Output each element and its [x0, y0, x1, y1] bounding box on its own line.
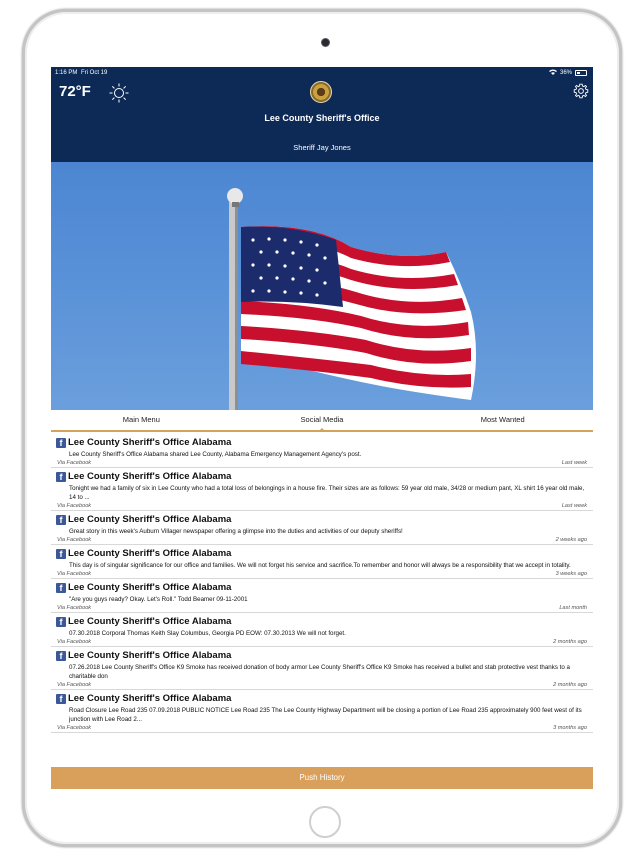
post-title: Lee County Sheriff's Office Alabama: [68, 471, 232, 482]
facebook-icon: f: [56, 438, 66, 448]
post-body: Great story in this week's Auburn Villager newspaper offering a glimpse into the duties and activities of our deputy sheriffs!: [69, 528, 403, 535]
tab-bar: [51, 410, 593, 432]
app-header: [51, 67, 593, 162]
post-source: Via Facebook: [57, 571, 92, 577]
post-time: 2 weeks ago: [555, 537, 587, 543]
american-flag-icon: [51, 162, 593, 410]
status-indicators: [549, 69, 587, 77]
list-item[interactable]: [51, 647, 593, 690]
app-screen: [51, 67, 593, 789]
wifi-icon: [549, 69, 557, 77]
status-bar: [51, 67, 593, 81]
post-source: Via Facebook: [57, 460, 92, 466]
push-history-button[interactable]: Push History: [51, 767, 593, 789]
list-item[interactable]: [51, 468, 593, 511]
home-button[interactable]: [309, 806, 341, 838]
post-time: 3 weeks ago: [555, 571, 587, 577]
post-time: Last month: [559, 605, 587, 611]
tab-social-media[interactable]: Social Media: [232, 410, 413, 430]
list-item[interactable]: [51, 690, 593, 733]
post-title: Lee County Sheriff's Office Alabama: [68, 582, 232, 593]
post-time: Last week: [561, 503, 587, 509]
post-title: Lee County Sheriff's Office Alabama: [68, 514, 232, 525]
list-item[interactable]: [51, 545, 593, 579]
social-feed[interactable]: [51, 434, 593, 767]
post-title: Lee County Sheriff's Office Alabama: [68, 693, 232, 704]
list-item[interactable]: [51, 579, 593, 613]
post-source: Via Facebook: [57, 682, 92, 688]
gear-icon[interactable]: [573, 83, 589, 99]
post-body: This day is of singular significance for our office and families. We will not forget his service and sacrifice.To remember and honor will always be a responsibility that we accept in totality.: [69, 562, 571, 569]
facebook-icon: f: [56, 549, 66, 559]
post-body: "Are you guys ready? Okay. Let's Roll." Todd Beamer 09-11-2001: [69, 596, 248, 603]
facebook-icon: f: [56, 694, 66, 704]
front-camera: [321, 38, 330, 47]
post-time: Last week: [561, 460, 587, 466]
battery-icon: [575, 70, 587, 76]
post-time: 3 months ago: [553, 725, 587, 731]
sun-icon: [109, 83, 129, 103]
post-source: Via Facebook: [57, 605, 92, 611]
list-item[interactable]: [51, 511, 593, 545]
facebook-icon: f: [56, 472, 66, 482]
post-title: Lee County Sheriff's Office Alabama: [68, 616, 232, 627]
hero-flag-image: [51, 162, 593, 410]
post-source: Via Facebook: [57, 725, 92, 731]
post-time: 2 months ago: [553, 682, 587, 688]
post-body: 07.30.2018 Corporal Thomas Keith Slay Columbus, Georgia PD EOW: 07.30.2013 We will not forget.: [69, 630, 346, 637]
post-body: Lee County Sheriff's Office Alabama shared Lee County, Alabama Emergency Management Agency's post.: [69, 451, 362, 458]
post-body: Tonight we had a family of six in Lee County who had a total loss of belongings in a house fire. Their sizes are as follows: 59 year old male, 34/28 or medium pant, XL shirt 16 year old male, 14 to ...: [69, 485, 585, 501]
sheriff-badge-logo: [310, 81, 332, 103]
post-source: Via Facebook: [57, 503, 92, 509]
tab-most-wanted[interactable]: Most Wanted: [480, 415, 525, 424]
post-source: Via Facebook: [57, 639, 92, 645]
post-title: Lee County Sheriff's Office Alabama: [68, 548, 232, 559]
post-time: 2 months ago: [553, 639, 587, 645]
facebook-icon: f: [56, 651, 66, 661]
status-date: Fri Oct 19: [81, 70, 108, 76]
post-title: Lee County Sheriff's Office Alabama: [68, 437, 232, 448]
page-subtitle: Sheriff Jay Jones: [293, 143, 351, 152]
page-title: Lee County Sheriff's Office: [264, 113, 380, 123]
list-item[interactable]: [51, 613, 593, 647]
post-title: Lee County Sheriff's Office Alabama: [68, 650, 232, 661]
temperature: 72°F: [59, 83, 91, 100]
status-time: 1:16 PM: [55, 70, 78, 76]
battery-percent: 36%: [559, 70, 572, 76]
post-body: Road Closure Lee Road 235 07.09.2018 PUBLIC NOTICE Lee Road 235 The Lee County Highway Department will be closing a portion of Lee Road 235 approximately 900 feet west of its junction with Lee Road 2...: [69, 707, 582, 723]
facebook-icon: f: [56, 583, 66, 593]
facebook-icon: f: [56, 515, 66, 525]
facebook-icon: f: [56, 617, 66, 627]
post-body: 07.26.2018 Lee County Sheriff's Office K9 Smoke has received donation of body armor Lee County Sheriff's Office K9 Smoke has received a bullet and stab protective vest thanks to a charitable don: [69, 664, 570, 680]
post-source: Via Facebook: [57, 537, 92, 543]
list-item[interactable]: [51, 434, 593, 468]
tab-main-menu[interactable]: Main Menu: [122, 415, 160, 424]
